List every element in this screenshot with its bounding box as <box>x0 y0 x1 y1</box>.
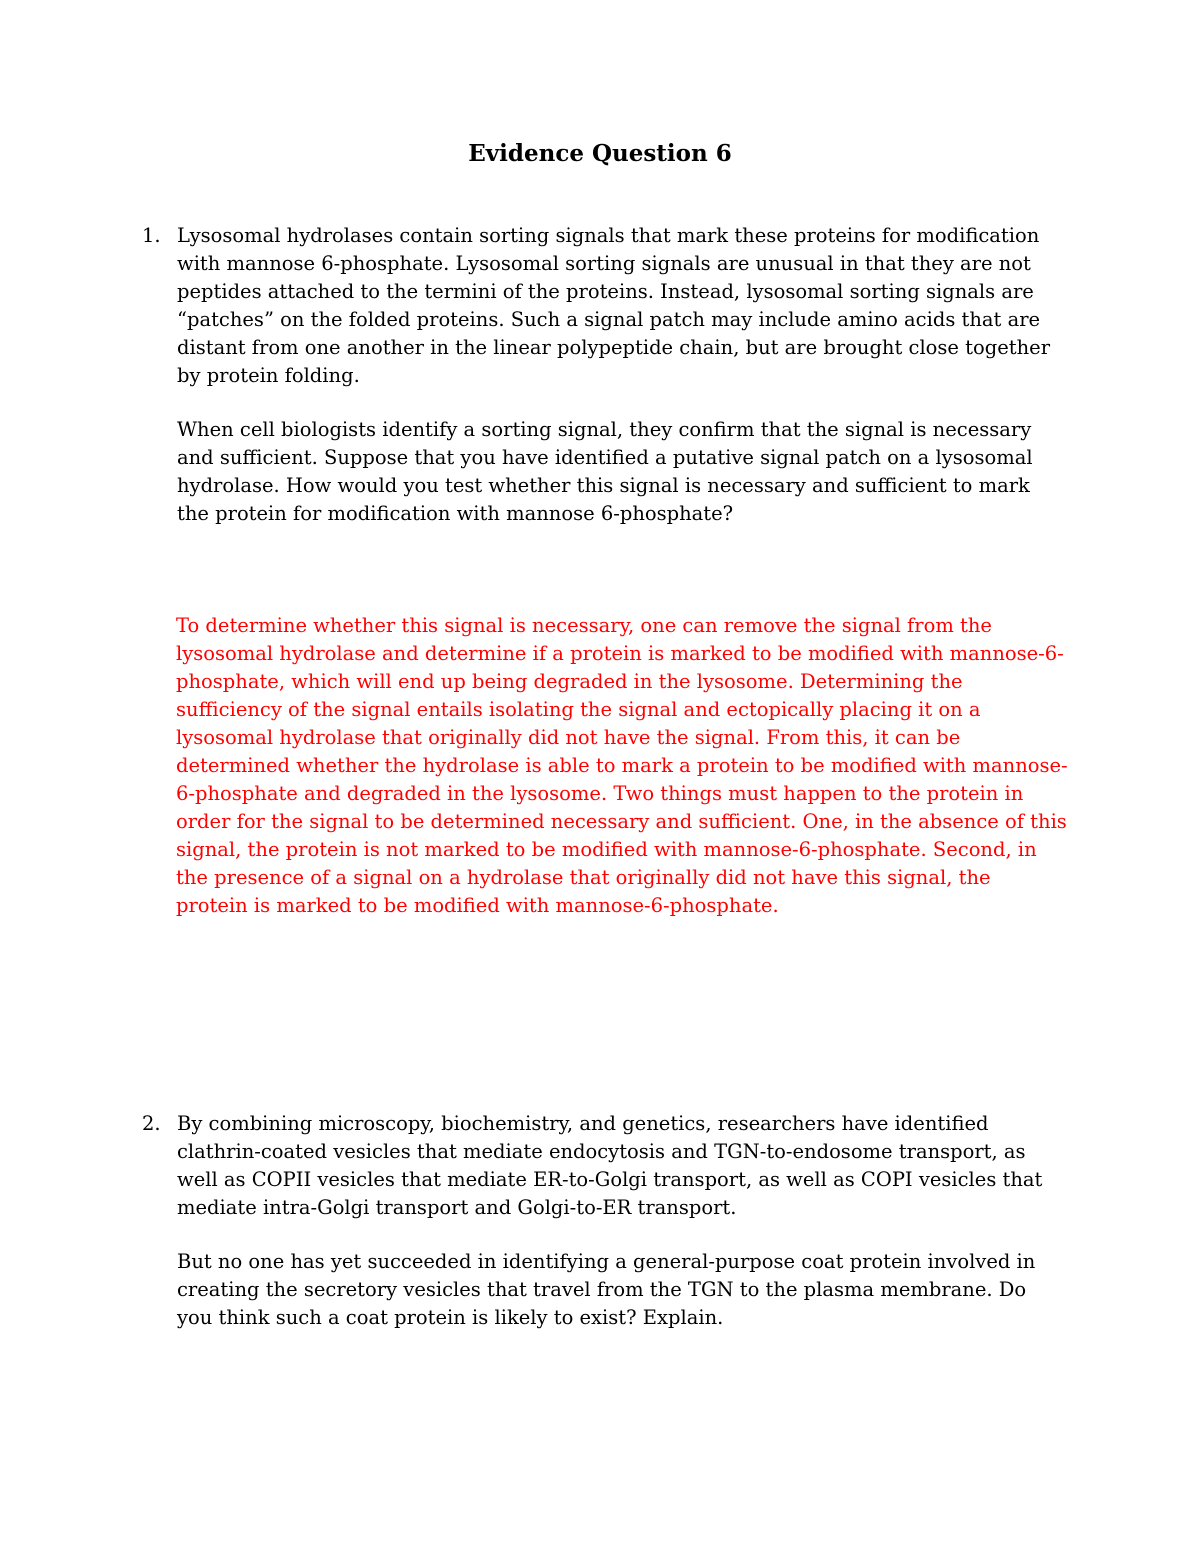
question-1-paragraph-1: Lysosomal hydrolases contain sorting signals that mark these proteins for modification with mannose 6-phosphate. Lysosomal sorting signals are unusual in that they are not peptides attached to the termini of the proteins. Instead, lysosomal sorting signals are “patches” on the folded proteins. Such a signal patch may include amino acids that are distant from one another in the linear polypeptide chain, but are brought close together by protein folding. <box>177 224 1051 387</box>
question-1-paragraph-2: When cell biologists identify a sorting signal, they confirm that the signal is necessary and sufficient. Suppose that you have identified a putative signal patch on a lysosomal hydrolase. How would you test whether this signal is necessary and sufficient to mark the protein for modification with mannose 6-phosphate? <box>177 418 1033 525</box>
answer-1-text: To determine whether this signal is necessary, one can remove the signal from the lysosomal hydrolase and determine if a protein is marked to be modified with mannose-6-phosphate, which will end up being degraded in the lysosome. Determining the sufficiency of the signal entails isolating the signal and ectopically placing it on a lysosomal hydrolase that originally did not have the signal. From this, it can be determined whether the hydrolase is able to mark a protein to be modified with mannose-6-phosphate and degraded in the lysosome. Two things must happen to the protein in order for the signal to be determined necessary and sufficient. One, in the absence of this signal, the protein is not marked to be modified with mannose-6-phosphate. Second, in the presence of a signal on a hydrolase that originally did not have this signal, the protein is marked to be modified with mannose-6-phosphate. <box>176 614 1068 917</box>
question-1-prompt <box>177 416 1067 528</box>
question-2-paragraph-1: By combining microscopy, biochemistry, and genetics, researchers have identified clathrin-coated vesicles that mediate endocytosis and TGN-to-endosome transport, as well as COPII vesicles that mediate ER-to-Golgi transport, as well as COPI vesicles that mediate intra-Golgi transport and Golgi-to-ER transport. <box>177 1112 1043 1219</box>
question-2-number: 2. <box>142 1112 161 1135</box>
question-1 <box>142 222 1067 390</box>
question-2 <box>142 1110 1067 1222</box>
page-title: Evidence Question 6 <box>468 140 732 167</box>
question-2-paragraph-2: But no one has yet succeeded in identifying a general-purpose coat protein involved in creating the secretory vesicles that travel from the TGN to the plasma membrane. Do you think such a coat protein is likely to exist? Explain. <box>177 1250 1036 1329</box>
answer-1 <box>176 612 1068 920</box>
question-2-prompt <box>177 1248 1067 1332</box>
question-1-number: 1. <box>142 224 161 247</box>
